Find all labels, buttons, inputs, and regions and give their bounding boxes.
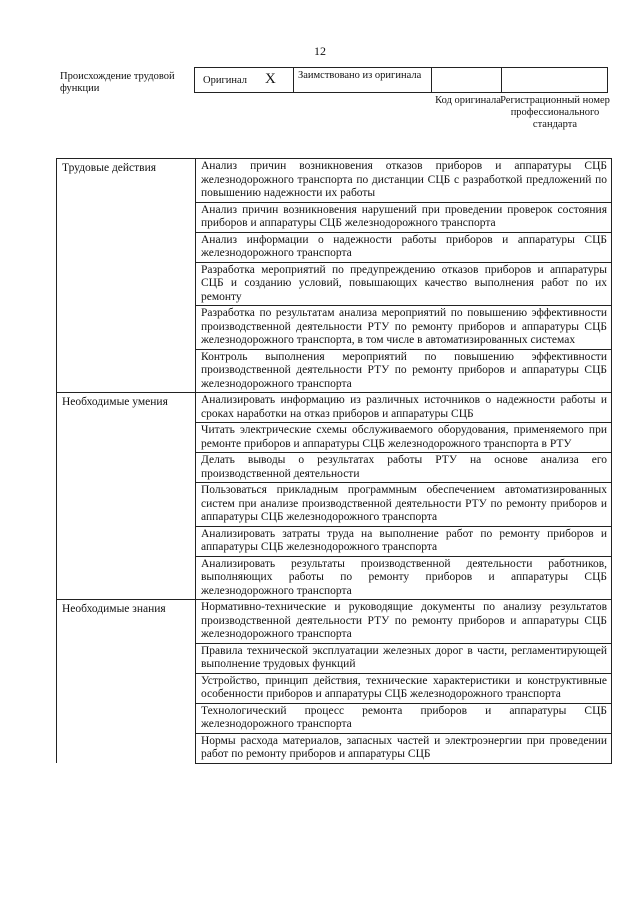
table-row [57, 483, 612, 527]
table-row [57, 423, 612, 453]
table-row [57, 703, 612, 733]
category-label: Необходимые знания [57, 600, 196, 644]
borrowed-cell [294, 67, 432, 93]
original-mark: X [265, 71, 276, 87]
table-cell: Анализ информации о надежности работы приборов и аппаратуры СЦБ железнодорожного транспорта [196, 232, 612, 262]
page-number: 12 [314, 44, 326, 58]
table-cell: Технологический процесс ремонта приборов и аппаратуры СЦБ железнодорожного транспорта [196, 703, 612, 733]
table-cell: Анализировать информацию из различных источников о надежности работы и сроках наработки на отказ приборов и аппаратуры СЦБ [196, 393, 612, 423]
code-caption: Код оригинала [435, 95, 501, 106]
table-row [57, 232, 612, 262]
table-row [57, 600, 612, 644]
function-table [56, 158, 612, 764]
reg-number-cell [502, 67, 608, 93]
table-cell: Читать электрические схемы обслуживаемого оборудования, применяемого при ремонте приборов и аппаратуры СЦБ железнодорожного транспорта в РТУ [196, 423, 612, 453]
table-cell: Анализ причин возникновения отказов приборов и аппаратуры СЦБ железнодорожного транспорта по дистанции СЦБ с разработкой предложений по повышению надежности их работы [196, 159, 612, 203]
origin-label: Происхождение трудовой функции [60, 71, 175, 94]
table-cell: Пользоваться прикладным программным обеспечением автоматизированных систем при анализе производственной деятельности РТУ по ремонту приборов и аппаратуры СЦБ железнодорожного транспорта [196, 483, 612, 527]
table-row [57, 306, 612, 350]
table-cell: Правила технической эксплуатации железных дорог в части, регламентирующей выполнение трудовых функций [196, 643, 612, 673]
reg-caption: Регистрационный номер профессионального стандарта [500, 95, 610, 130]
category-label: Необходимые умения [57, 393, 196, 423]
table-row [57, 159, 612, 203]
table-cell: Устройство, принцип действия, технические характеристики и конструктивные особенности приборов и аппаратуры СЦБ железнодорожного транспорта [196, 673, 612, 703]
original-cell [194, 67, 294, 93]
table-row [57, 673, 612, 703]
table-cell: Анализ причин возникновения нарушений при проведении проверок состояния приборов и аппаратуры СЦБ железнодорожного транспорта [196, 202, 612, 232]
table-row [57, 556, 612, 600]
table-cell: Разработка мероприятий по предупреждению отказов приборов и аппаратуры СЦБ и созданию условий, повышающих качество выполнения работ по их ремонту [196, 262, 612, 306]
category-label: Трудовые действия [57, 159, 196, 203]
table-row [57, 453, 612, 483]
table-cell: Разработка по результатам анализа мероприятий по повышению эффективности производственной деятельности РТУ по ремонту приборов и аппаратуры СЦБ железнодорожного транспорта, в том числе в автоматизированных системах [196, 306, 612, 350]
table-row [57, 202, 612, 232]
borrowed-label: Заимствовано из оригинала [298, 70, 422, 81]
table-row [57, 643, 612, 673]
code-cell [432, 67, 502, 93]
table-row [57, 262, 612, 306]
table-cell: Делать выводы о результатах работы РТУ на основе анализа его производственной деятельности [196, 453, 612, 483]
table-cell: Анализировать результаты производственной деятельности работников, выполняющих работы по ремонту приборов и аппаратуры СЦБ железнодорожного транспорта [196, 556, 612, 600]
table-cell: Контроль выполнения мероприятий по повышению эффективности производственной деятельности РТУ по ремонту приборов и аппаратуры СЦБ железнодорожного транспорта [196, 349, 612, 393]
table-cell: Нормативно-технические и руководящие документы по анализу результатов производственной деятельности РТУ по ремонту приборов и аппаратуры СЦБ железнодорожного транспорта [196, 600, 612, 644]
table-row [57, 393, 612, 423]
table-row [57, 349, 612, 393]
table-row [57, 526, 612, 556]
table-row [57, 733, 612, 763]
original-label: Оригинал [203, 75, 247, 86]
table-cell: Нормы расхода материалов, запасных частей и электроэнергии при проведении работ по ремонту приборов и аппаратуры СЦБ [196, 733, 612, 763]
table-cell: Анализировать затраты труда на выполнение работ по ремонту приборов и аппаратуры СЦБ железнодорожного транспорта [196, 526, 612, 556]
